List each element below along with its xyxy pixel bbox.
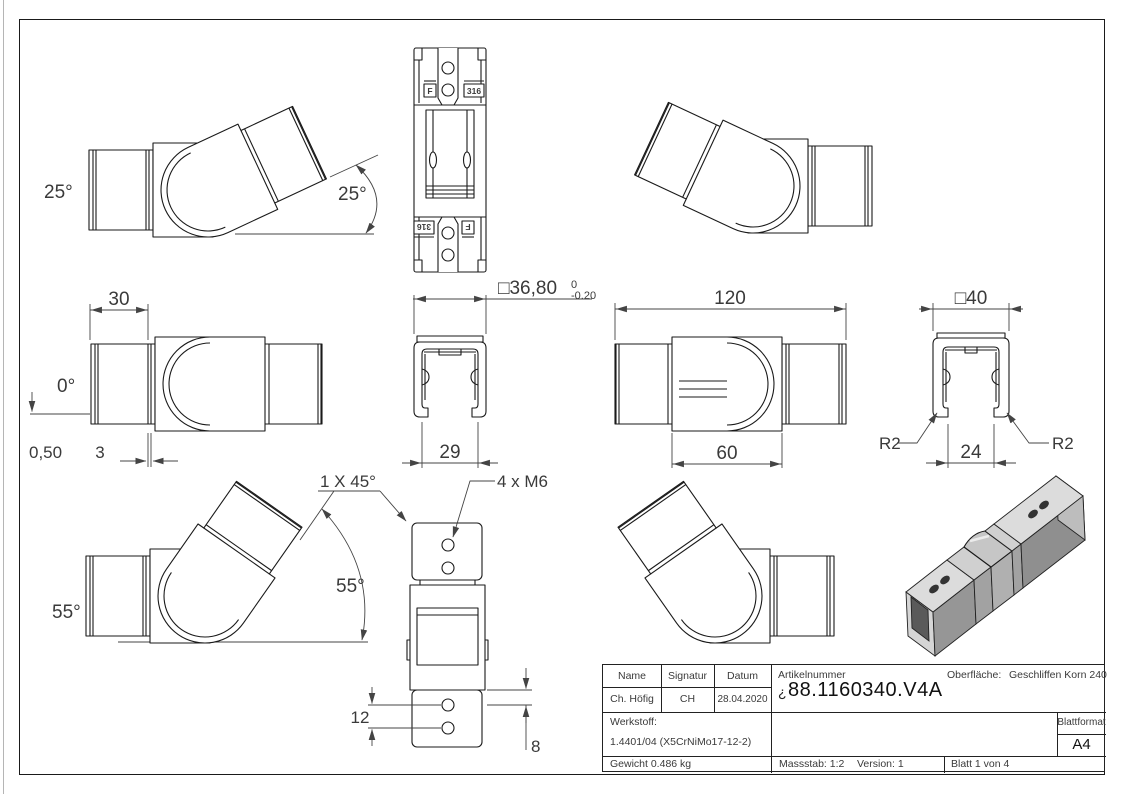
tb-weight: Gewicht 0.486 kg [610,758,692,770]
hole [442,249,454,261]
stamp-f: F [427,86,433,96]
note-4xm6: 4 x M6 [497,472,549,491]
view-55-right [612,477,834,661]
tb-surface-label: Oberfläche: [947,669,1002,681]
hole [442,62,454,74]
dim-angle-55: 55° [336,576,365,597]
hole-m6 [442,699,454,711]
dim-r2-right: R2 [1052,434,1074,453]
dim-120: 120 [714,288,746,309]
view-bottom [351,472,548,756]
view-25-left [44,100,378,252]
dim-60: 60 [716,443,738,464]
label-angle-0: 0° [57,376,76,397]
tb-surface-value: Geschliffen Korn 240 [1009,669,1107,681]
stamp-316: 316 [416,222,432,232]
label-angle-55: 55° [52,602,81,623]
label-angle-25: 25° [44,182,73,203]
view-55-left [52,472,406,661]
dim-29: 29 [439,442,461,463]
hole-m6 [442,539,454,551]
dim-8: 8 [531,737,541,756]
tb-article-number: 88.1160340.V4A [788,679,943,701]
side-slot-right [464,152,471,168]
hole [442,84,454,96]
tol-upper: 0 [571,279,578,291]
tb-scale: Massstab: 1:2 [779,758,845,770]
view-top [414,48,486,272]
dim-angle-25: 25° [338,184,367,205]
dim-12: 12 [350,708,370,727]
stamp-316: 316 [466,86,482,96]
dim-3: 3 [95,443,105,462]
tb-article-label: Artikelnummer [778,669,846,681]
dim-r2-left: R2 [879,434,901,453]
section-view-inner [402,278,596,468]
view-0 [29,289,322,467]
tol-lower: -0.20 [571,290,597,302]
tb-name-value: Ch. Höfig [610,693,654,705]
dim-40: □40 [954,288,988,309]
tb-version: Version: 1 [857,758,904,770]
dim-0-50: 0,50 [29,443,63,462]
hole [442,227,454,239]
stamp-f: F [465,222,471,232]
title-block [602,664,1105,772]
tb-line [603,712,1106,713]
view-isometric-3d [906,476,1085,656]
hole-m6 [442,562,454,574]
tb-name-label: Name [617,670,646,682]
tb-sheet: Blatt 1 von 4 [951,758,1010,770]
tb-signature-value: CH [679,693,696,705]
view-25-right [632,96,872,248]
section-view-outer [879,288,1074,468]
tb-date-value: 28.04.2020 [717,694,768,705]
tb-date-label: Datum [727,670,758,682]
tb-line [944,756,945,773]
tb-signature-label: Signatur [667,670,708,682]
note-chamfer: 1 X 45° [320,472,376,491]
view-side-120 [615,288,846,468]
tb-material-value: 1.4401/04 (X5CrNiMo17-12-2) [610,736,752,748]
tb-format-label: Blattformat [1057,717,1106,728]
hole-m6 [442,722,454,734]
tb-article-prefix: ¿ [778,684,787,700]
dim-36-80: □36,80 [498,278,558,299]
dim-24: 24 [960,442,982,463]
dim-30: 30 [108,289,130,310]
tb-material-label: Werkstoff: [610,716,657,728]
side-slot-left [430,152,437,168]
tb-format-value: A4 [1072,736,1091,753]
